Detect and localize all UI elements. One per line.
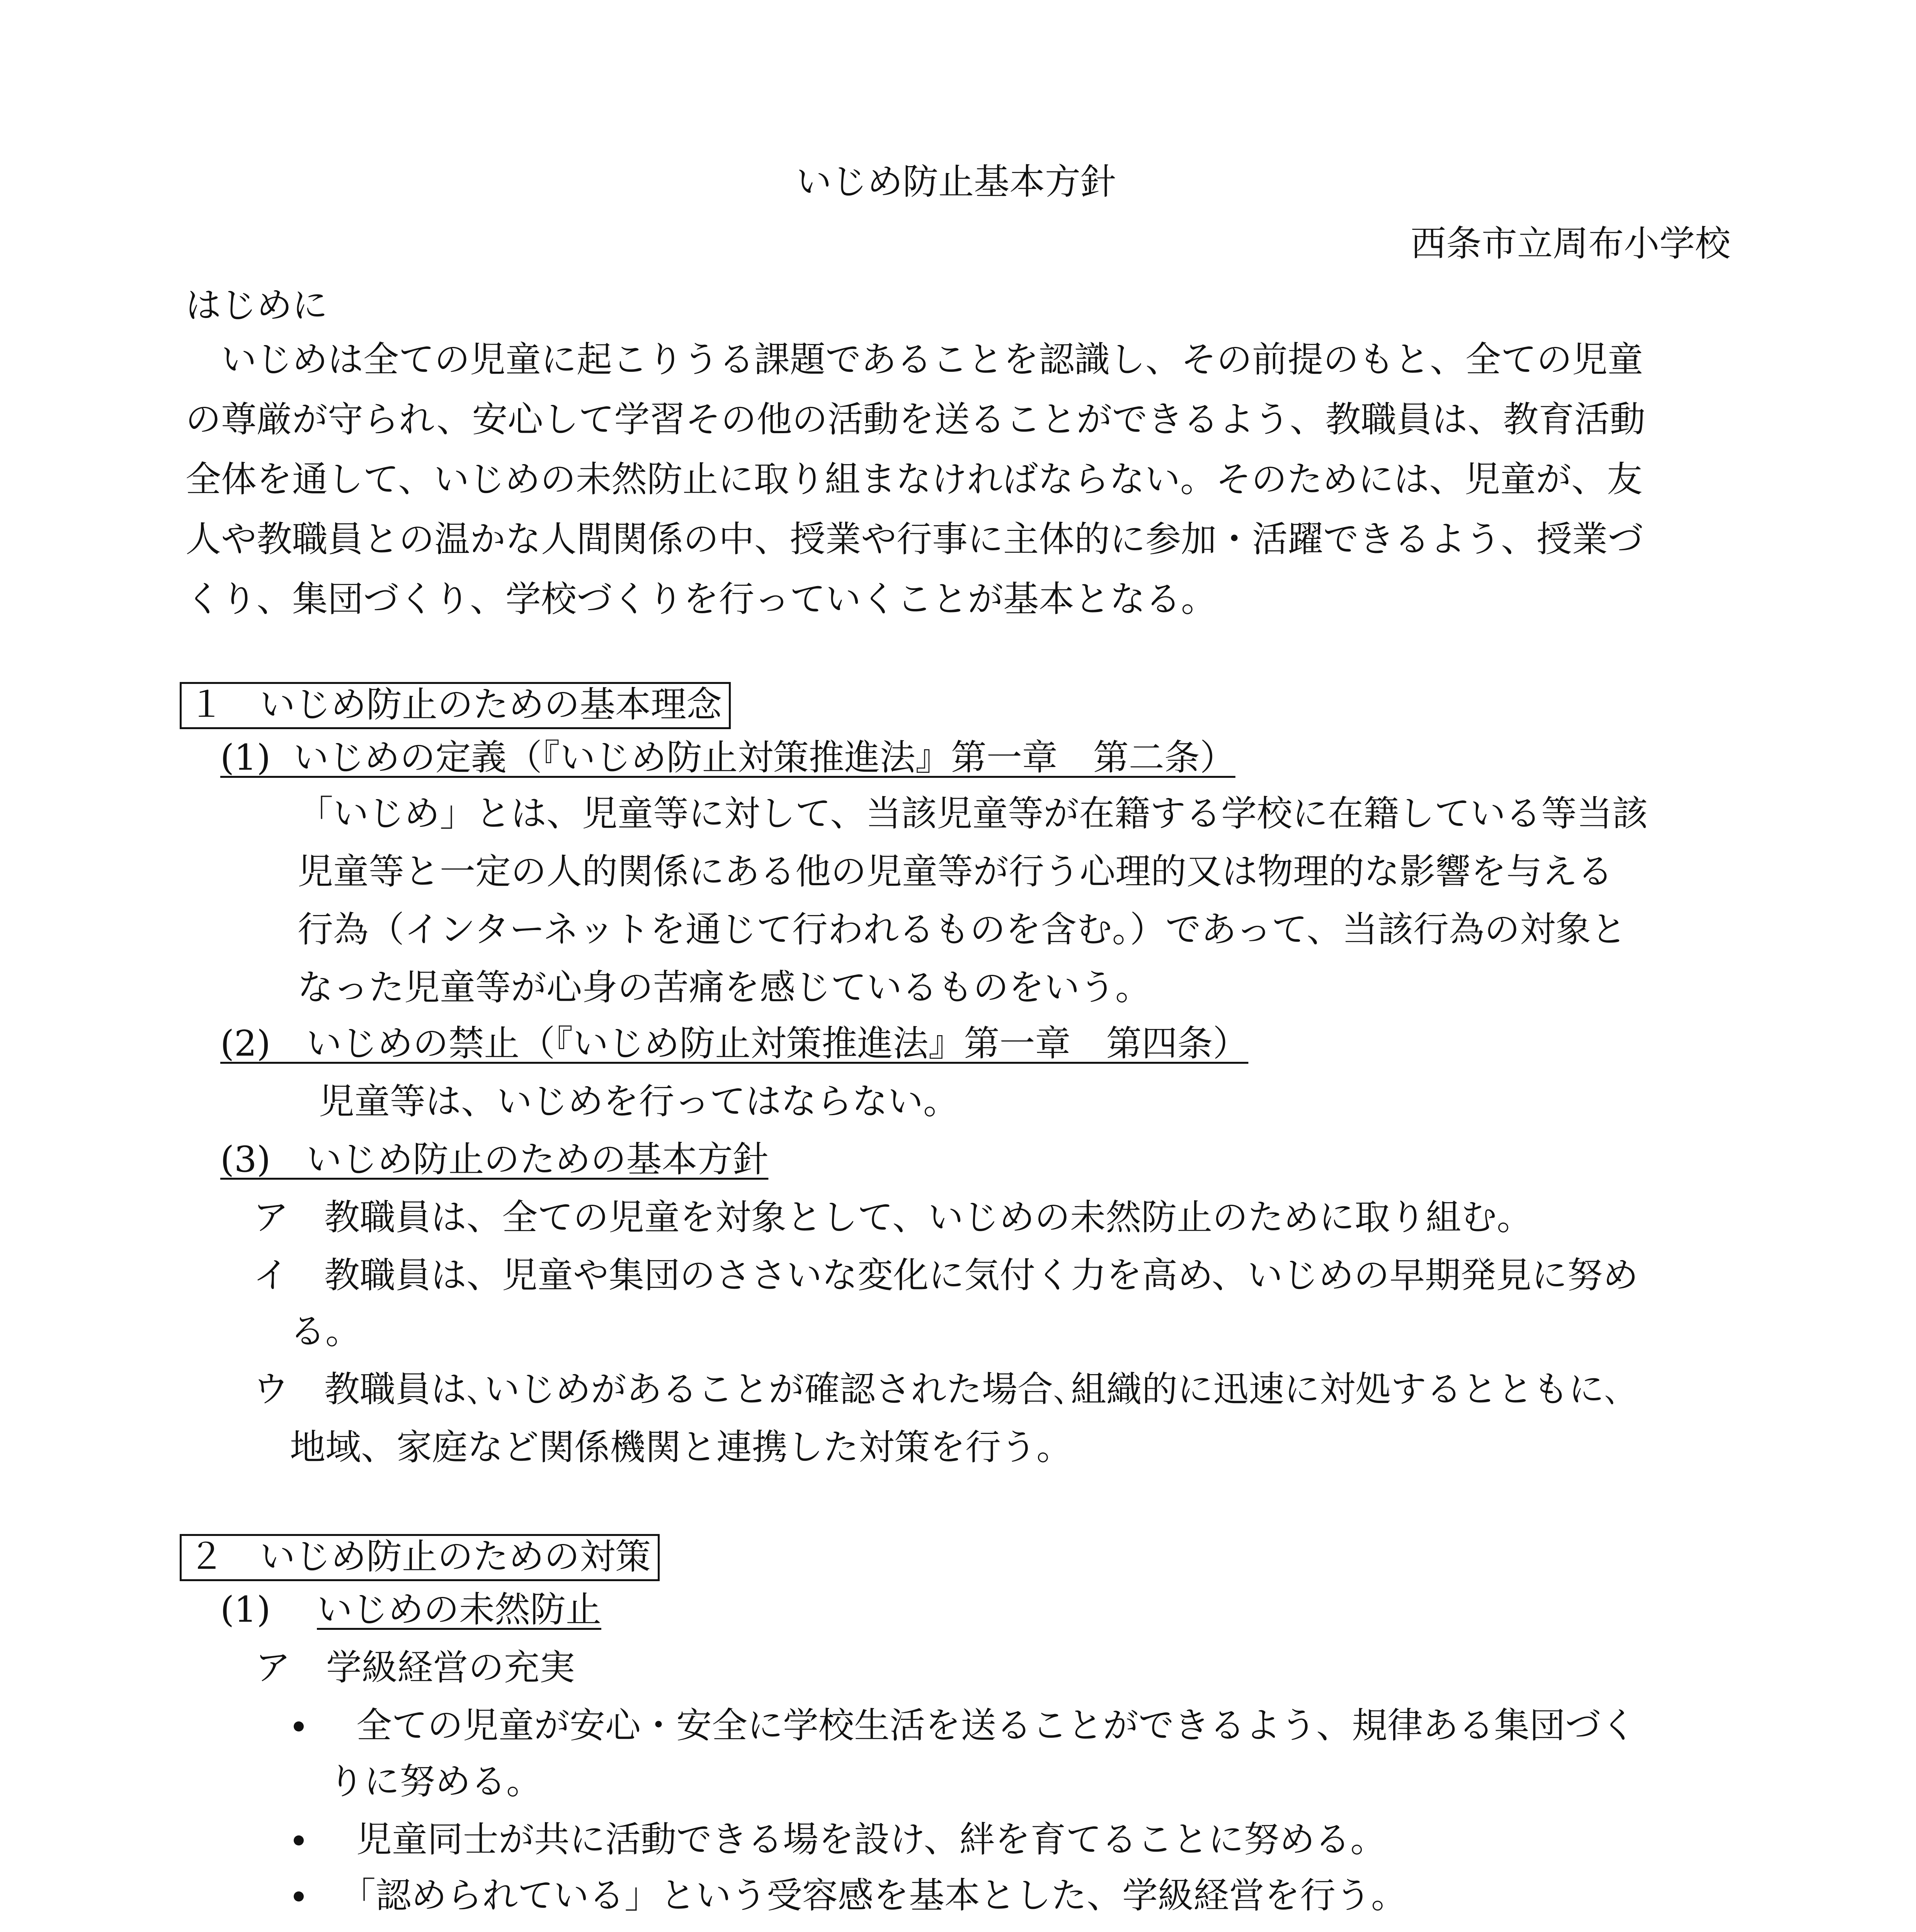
school-name: 西条市立周布小学校	[1411, 223, 1731, 264]
policy-item: ウ 教職員は､いじめがあることが確認された場合､組織的に迅速に対処するとともに､	[253, 1369, 1622, 1410]
bullet-text: 児童同士が共に活動できる場を設け、絆を育てることに努める。	[321, 1819, 1386, 1860]
definition-line: 「いじめ」とは、児童等に対して、当該児童等が在籍する学校に在籍している等当該	[298, 793, 1648, 834]
bullet-icon	[294, 1835, 304, 1845]
policy-item: ア 教職員は、全ての児童を対象として、いじめの未然防止のために取り組む。	[253, 1197, 1533, 1238]
policy-item-cont: 地域、家庭など関係機関と連携した対策を行う。	[290, 1427, 1072, 1468]
section1-sub2-heading: (2) いじめの禁止（『いじめ防止対策推進法』第一章 第四条）	[220, 1023, 1249, 1064]
policy-item-cont: る。	[290, 1311, 361, 1352]
definition-line: なった児童等が心身の苦痛を感じているものをいう。	[298, 967, 1151, 1008]
bullet-icon	[294, 1721, 304, 1731]
measure-group-heading: ア 学級経営の充実	[255, 1647, 575, 1688]
intro-heading: はじめに	[185, 285, 328, 326]
section1-heading: １ いじめ防止のための基本理念	[180, 682, 731, 729]
section2-sub1-number: (1)	[220, 1589, 271, 1630]
definition-line: 児童等と一定の人的関係にある他の児童等が行う心理的又は物理的な影響を与える	[298, 851, 1613, 892]
section2-sub1-heading: いじめの未然防止	[317, 1589, 602, 1630]
intro-line: 全体を通して、いじめの未然防止に取り組まなければならない。そのためには、児童が、友	[185, 459, 1643, 500]
intro-line: 人や教職員との温かな人間関係の中、授業や行事に主体的に参加・活躍できるよう、授業づ	[185, 519, 1644, 560]
intro-line: いじめは全ての児童に起こりうる課題であることを認識し、その前提のもと、全ての児童	[185, 339, 1644, 380]
intro-line: くり、集団づくり、学校づくりを行っていくことが基本となる。	[185, 578, 1217, 620]
bullet-icon	[294, 1891, 304, 1901]
section1-sub3-heading: (3) いじめ防止のための基本方針	[220, 1139, 769, 1180]
page-title: いじめ防止基本方針	[796, 161, 1116, 202]
section1-sub1-heading: (1) いじめの定義（『いじめ防止対策推進法』第一章 第二条）	[220, 737, 1235, 778]
intro-line: の尊厳が守られ、安心して学習その他の活動を送ることができるよう、教職員は、教育活動	[185, 399, 1645, 440]
policy-item: イ 教職員は、児童や集団のささいな変化に気付く力を高め、いじめの早期発見に努め	[253, 1255, 1639, 1296]
section2-heading: ２ いじめ防止のための対策	[180, 1534, 660, 1581]
definition-line: 行為（インターネットを通じて行われるものを含む。）であって、当該行為の対象と	[298, 909, 1627, 950]
bullet-text-cont: りに努める。	[328, 1761, 542, 1802]
prohibition-line: 児童等は、いじめを行ってはならない。	[319, 1081, 959, 1122]
bullet-text: 全ての児童が安心・安全に学校生活を送ることができるよう、規律ある集団づく	[321, 1705, 1637, 1746]
bullet-text: 「認められている」という受容感を基本とした、学級経営を行う。	[340, 1875, 1407, 1916]
